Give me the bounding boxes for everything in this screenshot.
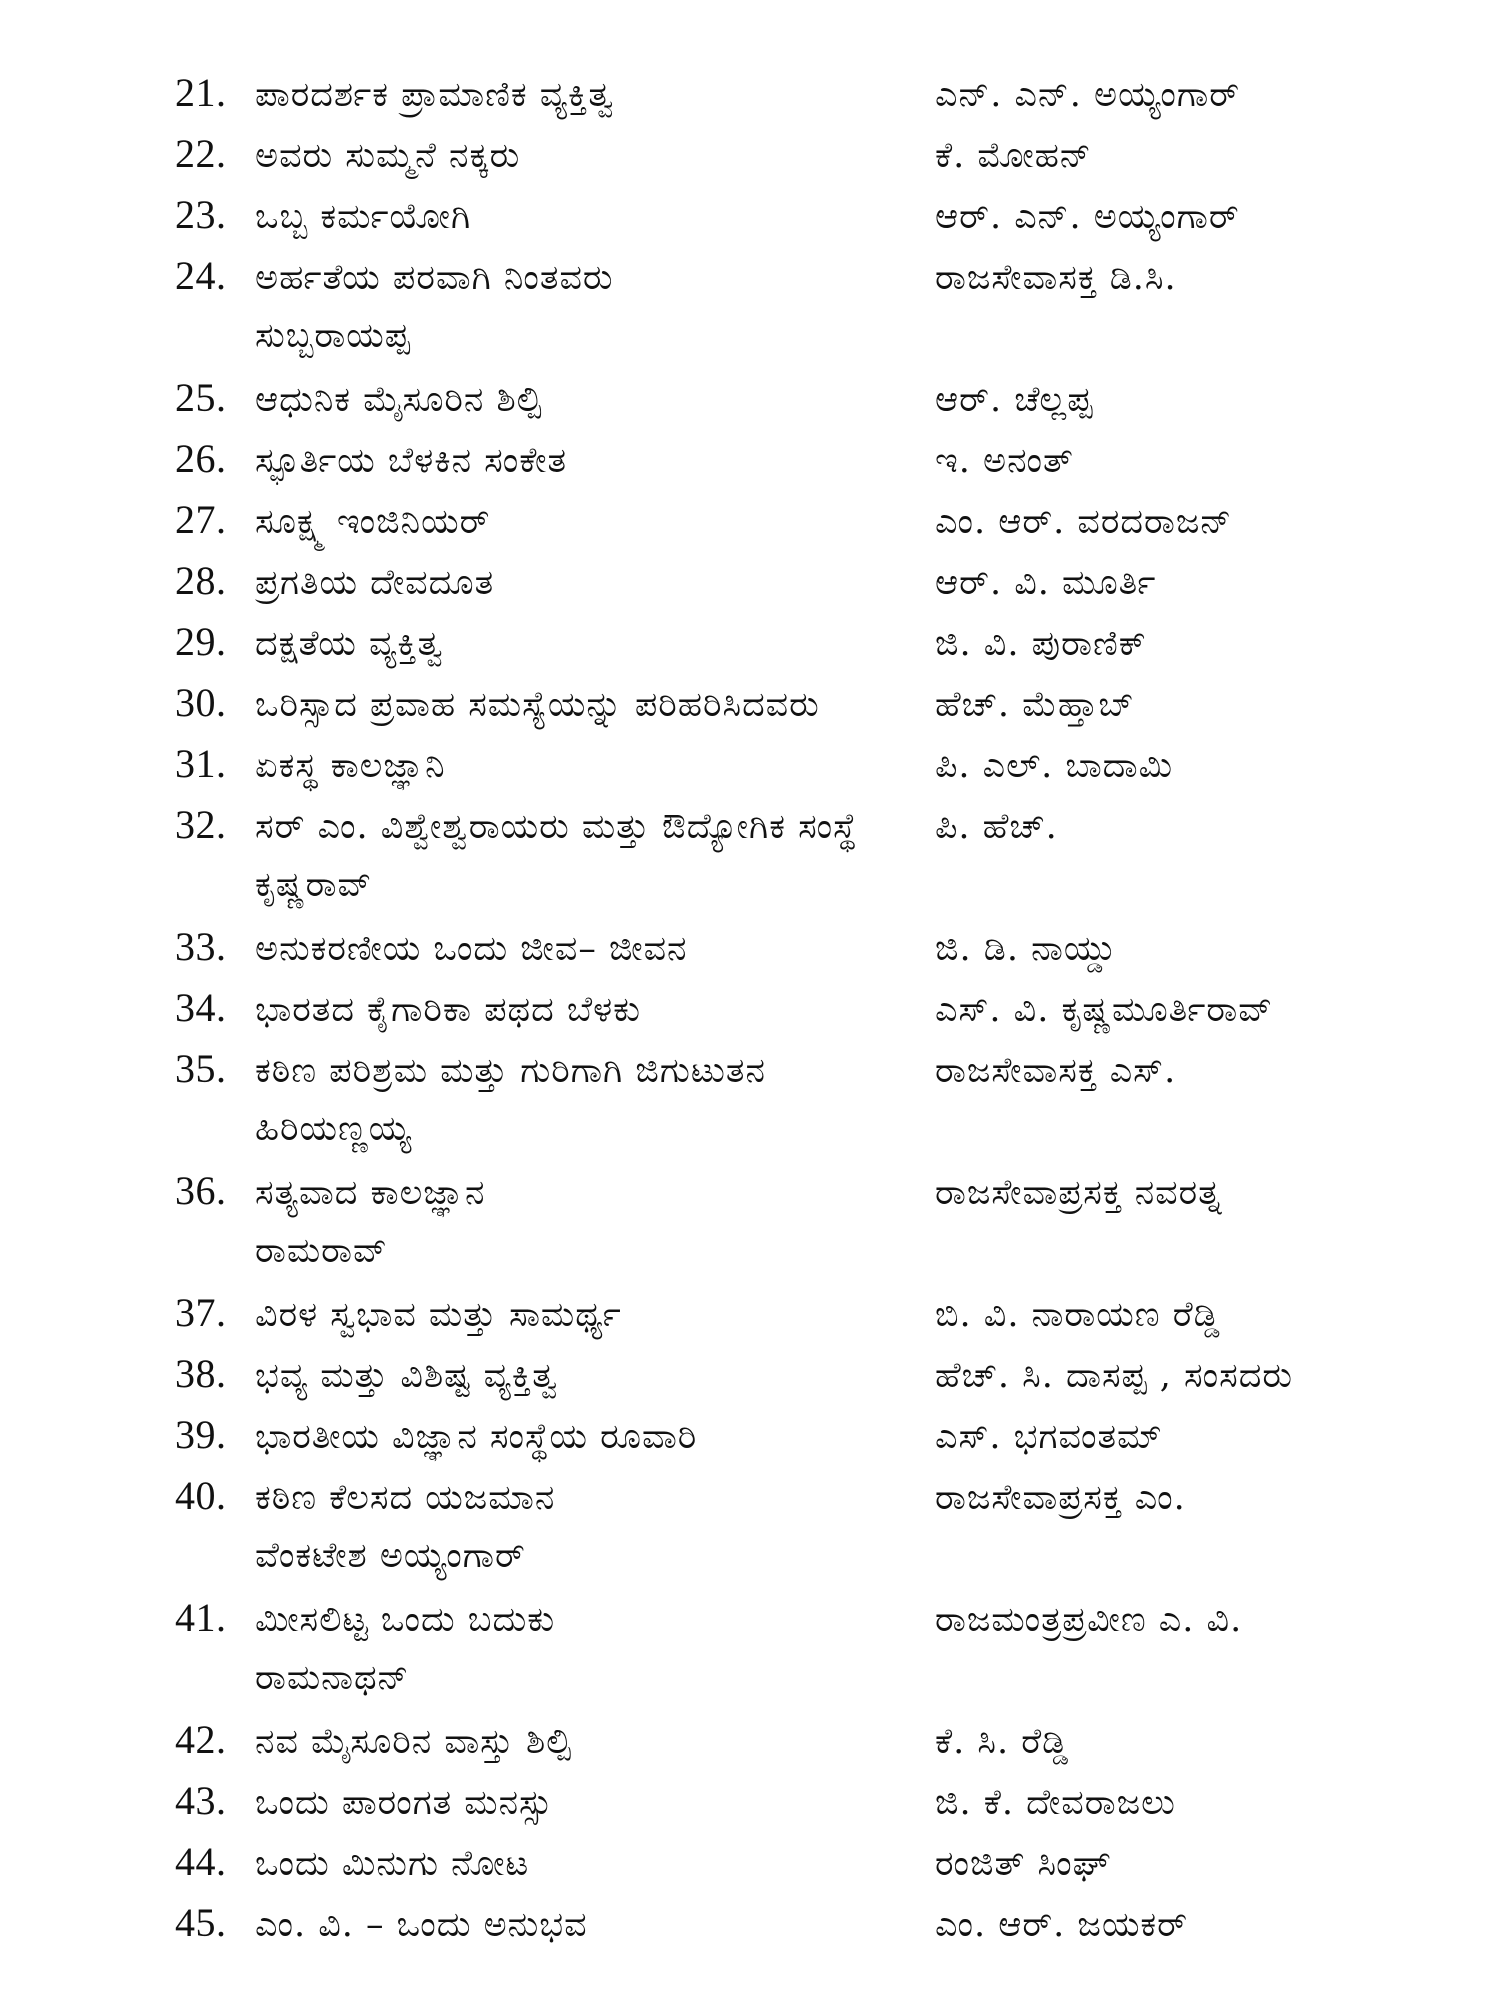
list-item [175, 1160, 1355, 1282]
entry-title: ಎಂ. ವಿ. – ಒಂದು ಅನುಭವ [255, 1905, 588, 1945]
entry-title: ಕಠಿಣ ಕೆಲಸದ ಯಜಮಾನ [255, 1478, 556, 1518]
entry-title: ವಿರಳ ಸ್ವಭಾವ ಮತ್ತು ಸಾಮರ್ಥ್ಯ [255, 1295, 622, 1335]
entry-title: ಸೂಕ್ಷ್ಮ ಇಂಜಿನಿಯರ್ [255, 502, 491, 542]
entry-title: ಏಕಸ್ಥ ಕಾಲಜ್ಞಾನಿ [255, 746, 446, 786]
entry-number: 33. [175, 924, 227, 969]
entry-number: 43. [175, 1778, 227, 1823]
entry-author: ಕೆ. ಮೋಹನ್ [935, 136, 1092, 176]
entry-author: ಎಸ್. ಭಗವಂತಮ್ [935, 1417, 1163, 1457]
entry-title: ಸತ್ಯವಾದ ಕಾಲಜ್ಞಾನ [255, 1173, 486, 1213]
entry-number: 40. [175, 1473, 227, 1518]
entry-title: ಭಾರತೀಯ ವಿಜ್ಞಾನ ಸಂಸ್ಥೆಯ ರೂವಾರಿ [255, 1417, 698, 1457]
entry-author-continuation: ಹಿರಿಯಣ್ಣಯ್ಯ [255, 1109, 413, 1149]
entry-author: ಕೆ. ಸಿ. ರೆಡ್ಡಿ [935, 1722, 1070, 1762]
contents-list [175, 62, 1355, 1953]
entry-author: ಬಿ. ವಿ. ನಾರಾಯಣ ರೆಡ್ಡಿ [935, 1295, 1221, 1335]
entry-title: ಒರಿಸ್ಸಾದ ಪ್ರವಾಹ ಸಮಸ್ಯೆಯನ್ನು ಪರಿಹರಿಸಿದವರು [255, 685, 820, 725]
entry-title: ನವ ಮೈಸೂರಿನ ವಾಸ್ತು ಶಿಲ್ಪಿ [255, 1722, 573, 1762]
list-item [175, 1343, 1355, 1404]
list-item [175, 794, 1355, 916]
entry-number: 35. [175, 1046, 227, 1091]
entry-number: 25. [175, 375, 227, 420]
entry-author: ಎಸ್. ವಿ. ಕೃಷ್ಣಮೂರ್ತಿರಾವ್ [935, 990, 1274, 1030]
list-item [175, 733, 1355, 794]
entry-title: ಒಂದು ಮಿನುಗು ನೋಟ [255, 1844, 530, 1884]
entry-title: ಸರ್ ಎಂ. ವಿಶ್ವೇಶ್ವರಾಯರು ಮತ್ತು ಔದ್ಯೋಗಿಕ ಸಂಸ್ಥೆ [255, 807, 858, 847]
entry-title: ಮೀಸಲಿಟ್ಟ ಒಂದು ಬದುಕು [255, 1600, 556, 1640]
entry-author: ಹೆಚ್. ಮೆಹ್ತಾಬ್ [935, 685, 1135, 725]
entry-number: 21. [175, 70, 227, 115]
list-item [175, 1709, 1355, 1770]
entry-author: ಜಿ. ಕೆ. ದೇವರಾಜಲು [935, 1783, 1176, 1823]
entry-number: 27. [175, 497, 227, 542]
entry-author: ಇ. ಅನಂತ್ [935, 441, 1074, 481]
entry-author: ಹೆಚ್. ಸಿ. ದಾಸಪ್ಪ , ಸಂಸದರು [935, 1356, 1293, 1396]
entry-title: ಪ್ರಗತಿಯ ದೇವದೂತ [255, 563, 495, 603]
entry-number: 32. [175, 802, 227, 847]
entry-number: 34. [175, 985, 227, 1030]
entry-author-continuation: ಕೃಷ್ಣರಾವ್ [255, 865, 373, 905]
entry-number: 39. [175, 1412, 227, 1457]
entry-number: 24. [175, 253, 227, 298]
entry-title: ಭಾರತದ ಕೈಗಾರಿಕಾ ಪಥದ ಬೆಳಕು [255, 990, 642, 1030]
entry-title: ಸ್ಫೂರ್ತಿಯ ಬೆಳಕಿನ ಸಂಕೇತ [255, 441, 568, 481]
list-item [175, 184, 1355, 245]
entry-number: 31. [175, 741, 227, 786]
entry-author: ರಾಜಸೇವಾಪ್ರಸಕ್ತ ಎಂ. [935, 1478, 1186, 1518]
list-item [175, 1587, 1355, 1709]
list-item [175, 367, 1355, 428]
entry-number: 29. [175, 619, 227, 664]
entry-number: 37. [175, 1290, 227, 1335]
list-item [175, 489, 1355, 550]
entry-author: ರಾಜಸೇವಾಪ್ರಸಕ್ತ ನವರತ್ನ [935, 1173, 1223, 1213]
entry-author: ರಾಜಸೇವಾಸಕ್ತ ಡಿ.ಸಿ. [935, 258, 1177, 298]
list-item [175, 428, 1355, 489]
entry-author: ರಾಜಮಂತ್ರಪ್ರವೀಣ ಎ. ವಿ. [935, 1600, 1243, 1640]
entry-title: ಭವ್ಯ ಮತ್ತು ವಿಶಿಷ್ಟ ವ್ಯಕ್ತಿತ್ವ [255, 1356, 559, 1396]
entry-number: 38. [175, 1351, 227, 1396]
entry-author: ರಂಜಿತ್ ಸಿಂಘ್ [935, 1844, 1112, 1884]
list-item [175, 550, 1355, 611]
entry-title: ದಕ್ಷತೆಯ ವ್ಯಕ್ತಿತ್ವ [255, 624, 444, 664]
entry-number: 41. [175, 1595, 227, 1640]
entry-author: ಜಿ. ಡಿ. ನಾಯ್ಡು [935, 929, 1118, 969]
entry-number: 42. [175, 1717, 227, 1762]
list-item [175, 611, 1355, 672]
list-item [175, 1465, 1355, 1587]
entry-author: ಆರ್. ವಿ. ಮೂರ್ತಿ [935, 563, 1157, 603]
entry-author-continuation: ರಾಮರಾವ್ [255, 1231, 388, 1271]
entry-number: 26. [175, 436, 227, 481]
list-item [175, 1404, 1355, 1465]
entry-title: ಅರ್ಹತೆಯ ಪರವಾಗಿ ನಿಂತವರು [255, 258, 614, 298]
entry-author: ಎಂ. ಆರ್. ಜಯಕರ್ [935, 1905, 1189, 1945]
entry-number: 45. [175, 1900, 227, 1945]
list-item [175, 916, 1355, 977]
list-item [175, 1770, 1355, 1831]
entry-author-continuation: ವೆಂಕಟೇಶ ಅಯ್ಯಂಗಾರ್ [255, 1536, 526, 1576]
list-item [175, 1282, 1355, 1343]
entry-number: 30. [175, 680, 227, 725]
list-item [175, 62, 1355, 123]
entry-title: ಅವರು ಸುಮ್ಮನೆ ನಕ್ಕರು [255, 136, 521, 176]
entry-number: 23. [175, 192, 227, 237]
entry-author-continuation: ರಾಮನಾಥನ್ [255, 1658, 410, 1698]
entry-title: ಪಾರದರ್ಶಕ ಪ್ರಾಮಾಣಿಕ ವ್ಯಕ್ತಿತ್ವ [255, 75, 615, 115]
entry-title: ಅನುಕರಣೀಯ ಒಂದು ಜೀವ– ಜೀವನ [255, 929, 688, 969]
entry-title: ಕಠಿಣ ಪರಿಶ್ರಮ ಮತ್ತು ಗುರಿಗಾಗಿ ಜಿಗುಟುತನ [255, 1051, 766, 1091]
entry-author: ಎಂ. ಆರ್. ವರದರಾಜನ್ [935, 502, 1233, 542]
list-item [175, 1038, 1355, 1160]
entry-author: ಪಿ. ಹೆಚ್. [935, 807, 1058, 847]
entry-author: ಪಿ. ಎಲ್. ಬಾದಾಮಿ [935, 746, 1174, 786]
entry-number: 44. [175, 1839, 227, 1884]
entry-title: ಒಂದು ಪಾರಂಗತ ಮನಸ್ಸು [255, 1783, 554, 1823]
list-item [175, 977, 1355, 1038]
list-item [175, 245, 1355, 367]
list-item [175, 123, 1355, 184]
entry-author: ಜಿ. ವಿ. ಪುರಾಣಿಕ್ [935, 624, 1147, 664]
list-item [175, 1831, 1355, 1892]
entry-title: ಆಧುನಿಕ ಮೈಸೂರಿನ ಶಿಲ್ಪಿ [255, 380, 543, 420]
entry-title: ಒಬ್ಬ ಕರ್ಮಯೋಗಿ [255, 197, 472, 237]
entry-number: 22. [175, 131, 227, 176]
entry-author: ಎನ್. ಎನ್. ಅಯ್ಯಂಗಾರ್ [935, 75, 1241, 115]
list-item [175, 672, 1355, 733]
entry-number: 36. [175, 1168, 227, 1213]
entry-author: ಆರ್. ಚೆಲ್ಲಪ್ಪ [935, 380, 1094, 420]
list-item [175, 1892, 1355, 1953]
entry-author-continuation: ಸುಬ್ಬರಾಯಪ್ಪ [255, 316, 411, 356]
entry-author: ರಾಜಸೇವಾಸಕ್ತ ಎಸ್. [935, 1051, 1177, 1091]
entry-number: 28. [175, 558, 227, 603]
entry-author: ಆರ್. ಎನ್. ಅಯ್ಯಂಗಾರ್ [935, 197, 1240, 237]
